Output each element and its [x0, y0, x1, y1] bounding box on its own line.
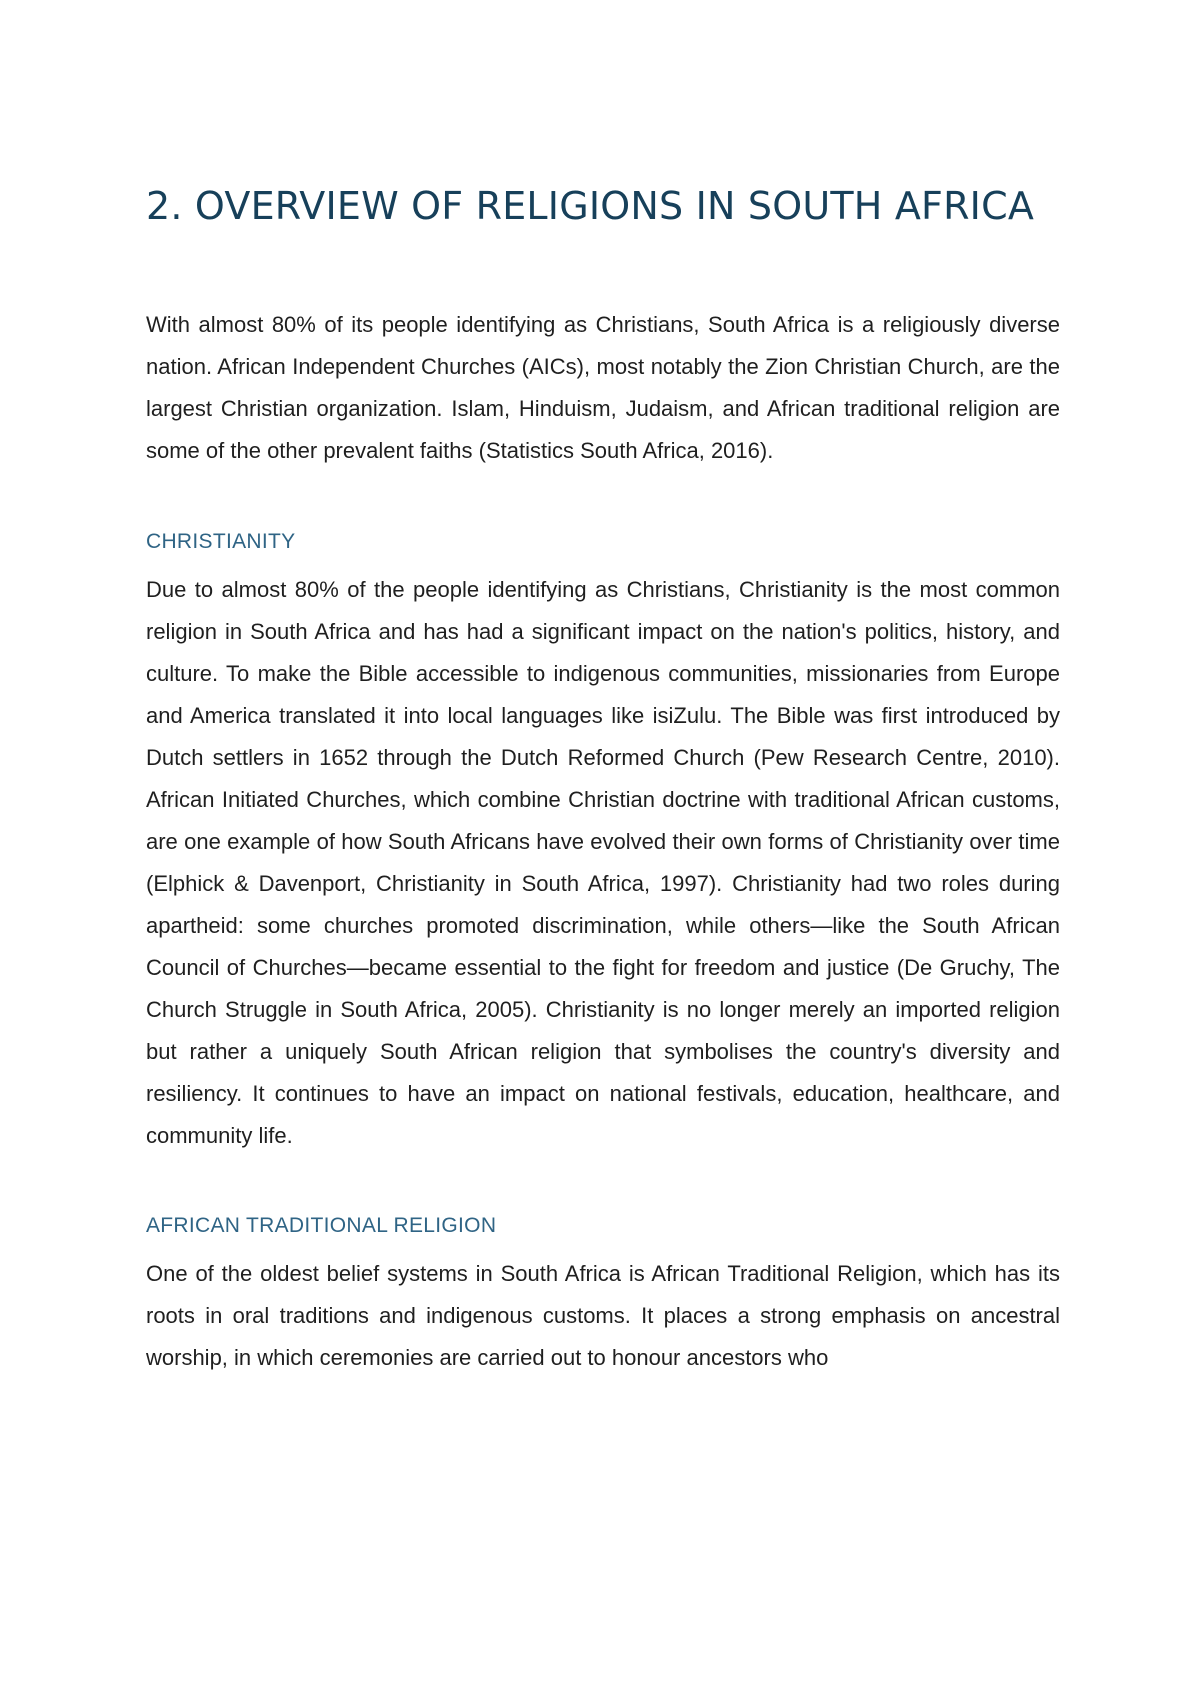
page-content [146, 178, 1060, 1379]
christianity-paragraph: Due to almost 80% of the people identifying as Christians, Christianity is the most common religion in South Africa and has had a significant impact on the nation's politics, history, and culture. To make the Bible accessible to indigenous communities, missionaries from Europe and America translated it into local languages like isiZulu. The Bible was first introduced by Dutch settlers in 1652 through the Dutch Reformed Church (Pew Research Centre, 2010). African Initiated Churches, which combine Christian doctrine with traditional African customs, are one example of how South Africans have evolved their own forms of Christianity over time (Elphick & Davenport, Christianity in South Africa, 1997). Christianity had two roles during apartheid: some churches promoted discrimination, while others—like the South African Council of Churches—became essential to the fight for freedom and justice (De Gruchy, The Church Struggle in South Africa, 2005). Christianity is no longer merely an imported religion but rather a uniquely South African religion that symbolises the country's diversity and resiliency. It continues to have an impact on national festivals, education, healthcare, and community life. [146, 577, 1060, 1148]
chapter-title: 2. OVERVIEW OF RELIGIONS IN SOUTH AFRICA [146, 184, 1035, 228]
section-heading-african-traditional-religion: AFRICAN TRADITIONAL RELIGION [146, 1214, 497, 1237]
african-traditional-religion-paragraph: One of the oldest belief systems in South Africa is African Traditional Religion, which has its roots in oral traditions and indigenous customs. It places a strong emphasis on ancestral worship, in which ceremonies are carried out to honour ancestors who [146, 1261, 1060, 1370]
intro-paragraph: With almost 80% of its people identifying as Christians, South Africa is a religiously diverse nation. African Independent Churches (AICs), most notably the Zion Christian Church, are the largest Christian organization. Islam, Hinduism, Judaism, and African traditional religion are some of the other prevalent faiths (Statistics South Africa, 2016). [146, 312, 1060, 463]
section-heading-christianity: CHRISTIANITY [146, 530, 296, 553]
